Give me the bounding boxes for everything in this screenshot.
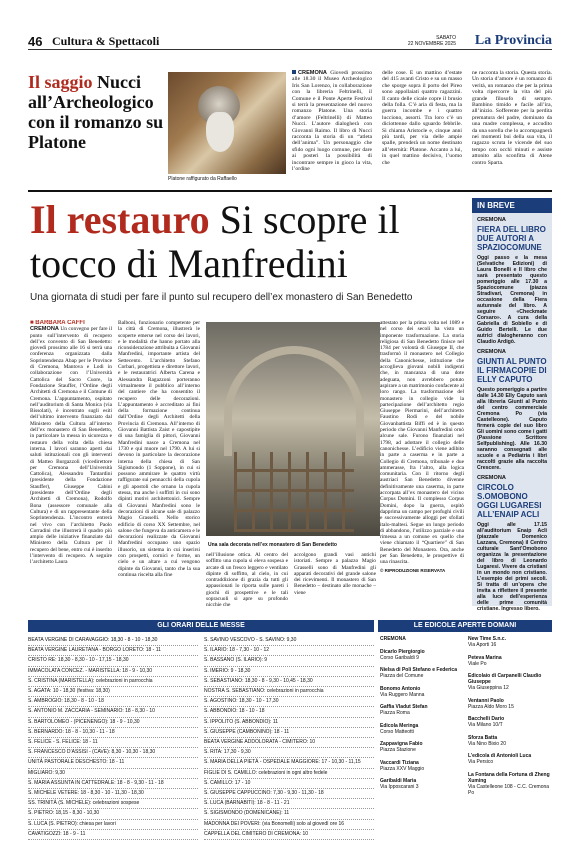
newsstand-name: Gaffia Vladut Stefan <box>380 704 428 710</box>
mass-time-row: S. RITA: 17,30 - 9,30 <box>204 748 374 758</box>
mass-times-list-left <box>28 636 198 840</box>
newsstand-name: New Time S.n.c. <box>468 636 506 642</box>
newsstand-item <box>468 655 552 667</box>
mass-time-row: S. BERNARDO: 18 - 8 - 10,30 - 11 - 18 <box>28 728 198 738</box>
newsstand-address: Via Persico <box>468 759 494 765</box>
newspaper-logo: La Provincia <box>474 33 552 48</box>
newsstand-address: Corso Garibaldi 9 <box>380 654 419 661</box>
mass-time-row: UNITÀ PASTORALE DESCHESTO: 18 - 11 <box>28 758 198 768</box>
in-breve-sidebar <box>472 198 552 612</box>
monastery-photo <box>206 322 380 536</box>
painted-arch-shape <box>224 346 364 456</box>
mass-time-row: S. IMERIO: 9 - 18,30 <box>204 667 374 677</box>
newsstand-address: Piazza del Comune <box>380 673 424 679</box>
newsstand-item <box>468 716 552 728</box>
mass-time-row: S. AGATA: 10 - 18,30 (festiva: 18,30) <box>28 687 198 697</box>
saggio-column-2: delle cose. È un mattino d’estate del 415 avanti Cristo e su un masso che sporge sopra il porto del Pireo sono appollaiati quattro ragazzini. Il canto delle cicale copre il brusio della folla. C’è aria di festa, ma la guerra incombe e i quattro lucciono, assorti. Tra loro c’è un diciottenne dallo sguardo febbrile. Si chiama Aristocle e, cinque anni più tardi, per via delle ampie spalle, prenderà un nome destinato all’eternità: Platone. Accanto a lui, in quel mattino decisivo, l’uomo che <box>382 70 462 166</box>
mass-time-row: S. GIUSEPPE CAPPUCCINO: 7,30 - 9,30 - 11,30 - 18 <box>204 789 374 799</box>
copyright-note: © RIPRODUZIONE RISERVATA <box>380 567 446 573</box>
newsstand-address: Via Giuseppina 12 <box>468 685 509 691</box>
main-subtitle: Una giornata di studi per fare il punto sul recupero dell’ex monastero di San Benedetto <box>30 292 413 303</box>
brief-text: Oggi passo e la mesa (Selvatiche Edizioni) di Laura Bonelli e Il libro che sarà presentato questo pomeriggio alle 17.30 a Spaziocomune (piazza Stradivari, Cremona) in occasione della Fiera autunnale del libro. A seguire «Checkmate Corsaro». A cura della Gabriella di Sobiello e di Guido Bertelli. Le due autrici dialogheranno con Claudio Ardigò. <box>477 255 547 345</box>
mass-time-row: S. MICHELE VETERE: 18 - 8,30 - 10 - 11,30 - 18,30 <box>28 789 198 799</box>
newsstand-item <box>468 772 552 796</box>
plato-beard-shape <box>206 112 234 152</box>
mass-time-row: S. IPPOLITO (S. ABBONDIO): 11 <box>204 718 374 728</box>
newsstands-list-left <box>380 636 464 797</box>
newsstand-name: Bacchelli Dario <box>468 716 505 722</box>
newsstand-name: Bonomo Antonio <box>380 685 421 692</box>
main-text-5a: attestato per la prima volta nel 1089 e nel corso dei secoli ha visto un imponente trasformazione. La storia religiosa di San Benedetto finisce nel 1784 per volontà di Giuseppe II, che trasformò il monastero nel Collegio della Canonichesse, istituzione che accoglieva giovani nobili indigenti che, in mancanza di una dote adeguata, non avrebbero potuto aspirare a un matrimonio confacente al loro rango. <box>380 320 464 396</box>
newsstand-name: La Fontana della Fortuna di Zheng Xuming <box>468 771 550 784</box>
newsstand-item <box>468 698 552 710</box>
newsstand-item <box>468 673 552 691</box>
main-text-1: Un convegno per fare il punto sull’intervento di recupero dell’ex convento di San Benedetto: giovedì prossimo alle 16 si terrà una conferenza organizzata dalla Soprintendenza Abap per le Province di Cremona, Mantova e Lodi in collaborazione con l’Università Cattolica del Sacro Cuore, la Fondazione Stauffer, l’Ordine degli Architetti di Cremona e il Comune di Cremona. L’appuntamento, ospitato nell’auditorium di Santa Monica (via Bissolati), è incentrato sugli esiti dell’ultimo intervento finanziato dal Ministero della Cultura all’interno dell’ex monastero di San Benedetto, in particolare la messa in sicurezza e restauro della volta della chiesa interna. I lavori saranno aperti dai saluti istituzionali con gli interventi di Matteo Burgazzoli (vicedirettore per Cremona dell’Università Cattolica), Alessandro Tantardini (presidente della Fondazione Stauffer), Giuseppe Cabini (presidente dell’Ordine degli Architetti di Cremona), Rodolfo Bona (assessore comunale alla Cultura) e di un rappresentante della Soprintendenza. L’incontro entrerà nel vivo con l’architetto Paolo Corradini che illustrerà il quadro più ampio delle iniziative finanziate dal Ministero della Cultura per il recupero del bene, entro cui è inserito l’intervento di recupero. A seguire l’architetto Laura <box>30 326 112 566</box>
newsstand-name: Dicarlo Piergiorgio <box>380 648 425 655</box>
in-breve-header: IN BREVE <box>472 198 552 213</box>
page-header <box>28 34 552 50</box>
mass-time-row: S. FRANCESCO D’ASSISI - (CAVE): 8,30 - 10,30 - 18,30 <box>28 748 198 758</box>
newsstand-item <box>380 686 464 698</box>
newsstand-item <box>380 667 464 679</box>
main-column-3: nell’illusione ottica. Al centro del soffitto una cupola si eleva sospesa e arcate di un fresco leggero e ventilato dipinte di soffitto, al cielo, in cui contraddizione di grazia da tutti gli appassionati lo riporta sulle pareti i giochi di prospettive e le tali sopracuoli si apre su profondo nicchie che <box>206 552 288 609</box>
mass-time-row: S. GIUSEPPE (CAMBONINO): 18 - 11 <box>204 728 374 738</box>
newsstand-address: Corso Matteotti <box>380 728 414 735</box>
mass-time-row: S. FELICE - S. FELICE: 18 - 11 <box>28 738 198 748</box>
mass-time-row: NOSTRA S. SEBASTIANO: celebrazioni in parrocchia <box>204 687 374 697</box>
main-column-5 <box>380 320 464 608</box>
newsstand-item <box>380 723 464 735</box>
mass-times-header: GLI ORARI DELLE MESSE <box>28 620 374 632</box>
main-location: CREMONA <box>30 326 59 333</box>
mass-time-row: MIGLIARO: 9,30 <box>28 769 198 779</box>
mass-time-row: S. ANTONIO M. ZACCARIA - SEMINARIO: 18 - 8,30 - 10 <box>28 707 198 717</box>
main-text-5b: La trasformazione del monastero in collegio vide la partecipazione dell’architetto regio Giuseppe Piermarini, dell’architetto Faustino Rodi e del nobile Giovanbattista Biffi ed è in questo periodo che Giovanni Manfredini ornò alcune sale. Furono finanziati nel 1798, ad adottare il collegio delle canonichesse. L’edificio viene adibito in parte a caserma e in parte a Collegio di Cremona, tribunale e due ammerasse, fra l’altro, alla logica comunitaria. Con il ritorno degli austriaci San Benedetto divenne definitivamente una caserma, in parte accorpata all’ex monastero del vicino Corpus Domini. Il complesso Corpus Domini, dopo la guerra, ospitò dapprima un campo per profughi civili e successivamente alloggi per sfollati italo-maltesi. Segue un lungo periodo di abbandono, l’utilizzo parziale e una rimessa a un comune ex quello che viene chiamato il “Quartiere” di San Benedetto del Monastero. Ora, anche per San Benedetto, le prospettive di una rinascita. <box>380 389 464 566</box>
newsstand-address: Viale Po <box>468 660 487 667</box>
author-icon: ■ <box>30 320 36 326</box>
mass-time-row: S. SEBASTIANO: 18,30 - 8 - 9,30 - 10,45 - 18,30 <box>204 677 374 687</box>
mass-time-row: S. AGOSTINO: 18,30 - 10 - 17,30 <box>204 697 374 707</box>
newsstand-name: Garibaldi Maria <box>380 778 417 784</box>
page-number: 46 <box>28 34 43 49</box>
brief-location: CREMONA <box>477 475 506 481</box>
newsstand-address: Via Milano 10/T <box>468 722 503 728</box>
newsstand-address: Via Ipposcarani 3 <box>380 784 419 790</box>
mass-time-row: S. PIETRO: 18,15 - 8,30 - 10,30 <box>28 809 198 819</box>
brief-location: CREMONA <box>477 217 506 223</box>
main-headline-kicker: Il restauro <box>30 197 210 242</box>
mass-time-row: S. SAVINO VESCOVO - S. SAVINO: 9,30 <box>204 636 374 646</box>
issue-date <box>408 35 456 47</box>
section-divider <box>28 190 552 192</box>
newsstand-address: Via Nino Bixio 20 <box>468 740 506 747</box>
saggio-column-3: ne racconta la storia. Questa storia. Un storia d’amore è un romanzo di verità, un romanzo che per la prima volta ripercorre la vita del più grande filosofo di sempre. Bambino timido e facile all’ira, all’inizio. Sofferente per la perdita prematura del padre, dominato da una madre complessa, e accudito da una sorella che lo accompagnerà nei momenti bui della sua vita, il ragazzo scruta le vicende del suo tempo con occhi minuti e assiste attonito alla sconfitta di Atene contro Sparta. <box>472 70 552 166</box>
brief-item <box>472 345 552 471</box>
newsstand-item <box>380 636 464 642</box>
newsstand-item <box>380 741 464 753</box>
newsstand-address: Piazza Aldo Moro 15 <box>468 703 514 710</box>
mass-time-row: IMMACOLATA CONCEZ. - MARISTELLA: 18 - 9 - 10,30 <box>28 667 198 677</box>
main-headline <box>30 198 470 286</box>
newsstand-name: Nielsa di Poli Stefano e Federica <box>380 667 457 673</box>
main-column-4: accolgono grandi vasi antichi istoriati. Sempre a palazzo Magio Grasselli sono di Manfredini gli apparati decorativi del grande salone dei ricevimenti. Il monastero di San Benedetto – destinato alle monache – viene <box>294 552 376 596</box>
article-author: BARBARA CAFFI <box>35 320 85 326</box>
mass-time-row: CAVATIGOZZI: 18 - 9 - 11 <box>28 830 198 840</box>
mass-time-row: CAPPELLA DEL CIMITERO DI CREMONA: 10 <box>204 830 374 840</box>
saggio-text-1: Giovedì prossimo alle 18.30 il Museo Archeologico Iris San Lorenzo, in collaborazione con la libreria Feltrinelli, il Comune e il Ponte Aperte Festival si terrà la presentazione del nuovo romanzo Platone. Una storia d’amore (Feltrinelli) di Matteo Nucci. L’autore dialogherà con Giovanni Raimo. Il libro di Nucci racconta la storia di un “atleta dell’anima”. Un personaggio che sfido ogni luogo comune, per dare ai posteri la possibilità di incontrare sempre in gioco la vita, l’ordine <box>292 70 372 173</box>
brief-title: GIUNTI AL PUNTO IL FIRMACOPIE DI ELLY CAPUTO <box>477 357 547 384</box>
mass-time-row: S. AMBROGIO: 18,30 - 8 - 10 - 18 <box>28 697 198 707</box>
mass-time-row: BEATA VERGINE DI CARAVAGGIO: 18,30 - 8 - 10 - 18,30 <box>28 636 198 646</box>
mass-time-row: S. LUCA (S. PIETRO): chiesa per lavori <box>28 820 198 830</box>
mass-time-row: SS. TRINITÀ (S. MICHELE): celebrazioni sospese <box>28 799 198 809</box>
listings-section <box>28 620 552 837</box>
plato-photo-caption: Platone raffigurato da Raffaello <box>168 176 237 182</box>
brief-text: Oggi alle 17.15 all’auditorium Enaip Acli (piazzale Domenico Lazzara, Cremona) il Centro culturale Sant’Omobono organizza la presentazione del libro di Leonardo Lugaresi. Vivere da cristiani in un mondo non cristiano. L’esempio dei primi secoli. Si tratta di un’opera che invita a riflettere il presente alla luce dell’esperienza delle prime comunità cristiane. Ingresso libero. <box>477 522 547 612</box>
newsstand-name: Ventanni Paolo <box>468 697 504 704</box>
mass-time-row: S. MARIA DELLA PIETÀ - OSPEDALE MAGGIORE: 17 - 10,30 - 11,15 <box>204 758 374 768</box>
mass-time-row: S. CAMILLO: 17 - 10 <box>204 779 374 789</box>
mass-time-row: BEATA VERGINE ADDOLORATA - CIMITERO: 10 <box>204 738 374 748</box>
main-headline-text: Si scopre il tocco di Manfredini <box>30 197 400 286</box>
newsstand-address: Piazza XXV Maggio <box>380 765 425 772</box>
newsstand-item <box>380 704 464 716</box>
brief-item <box>472 471 552 612</box>
saggio-title: Nucci all’Archeologico con il romanzo su Platone <box>28 72 164 152</box>
newsstand-item <box>468 636 552 648</box>
mass-time-row: S. BASSANO (S. ILARIO): 9 <box>204 656 374 666</box>
brief-location: CREMONA <box>477 349 506 355</box>
newsstand-name: Edicolaio di Carpanelli Claudio Giuseppe <box>468 673 542 685</box>
brief-item <box>472 213 552 345</box>
saggio-headline <box>28 72 166 152</box>
mass-time-row: S. ILARIO: 18 - 7,30 - 10 - 12 <box>204 646 374 656</box>
mass-time-row: S. LUCA (BARNABITI): 18 - 8 - 11 - 21 <box>204 799 374 809</box>
mass-times-list-right <box>204 636 374 840</box>
newsstand-name: Sforza Batta <box>468 734 498 741</box>
saggio-column-1 <box>292 70 372 182</box>
monastery-photo-caption: Una sala decorata nell’ex monastero di San Benedetto <box>208 542 337 548</box>
newsstand-address: Via Castelleone 108 - C.C. Cremona Po <box>468 783 550 796</box>
mass-time-row: S. CRISTINA (MARISTELLA): celebrazioni in parrocchia <box>28 677 198 687</box>
square-bullet-icon <box>292 70 296 74</box>
newsstand-item <box>468 753 552 765</box>
section-name: Cultura & Spettacoli <box>52 34 160 48</box>
mass-time-row: S. SIGISMONDO (DOMENICANE): 11 <box>204 809 374 819</box>
main-column-1 <box>30 320 112 608</box>
issue-day: SABATO <box>436 35 456 41</box>
saggio-kicker: Il saggio <box>28 72 93 92</box>
mass-time-row: FIGLIE DI S. CAMILLO: celebrazioni in ogni altro fedele <box>204 769 374 779</box>
plato-photo <box>168 72 286 174</box>
newsstand-name: Peteva Marina <box>468 654 502 661</box>
mass-time-row: S. BARTOLOMEO - (PICENENGO): 18 - 9 - 10,30 <box>28 718 198 728</box>
newsstand-address: Via Aporti 16 <box>468 642 497 648</box>
newsstand-name: Edicola Meringa <box>380 722 419 729</box>
newsstand-item <box>380 778 464 790</box>
scaffolding-shape <box>234 452 354 532</box>
newsstand-name: Zappavigna Fabio <box>380 741 423 747</box>
mass-time-row: BEATA VERGINE LAURETANA - BORGO LORETO: 18 - 11 <box>28 646 198 656</box>
newsstand-item <box>380 760 464 772</box>
mass-time-row: S. ABBONDIO: 18 - 10 - 18 <box>204 707 374 717</box>
newsstand-item <box>468 735 552 747</box>
newsstand-name: Vaccardi Tiziana <box>380 759 419 766</box>
newsstand-name: CREMONA <box>380 636 406 642</box>
brief-text: Questo pomeriggio a partire dalle 14.30 Elly Caputo sarà alla libreria Giunti al Punto del centro commerciale Cremona Po (via Castelleone). Caputo firmerà copie del suo libro Gli uomini sono come i gatti (Passione Scrittore Selfpublishing). Alle 16.30 saranno consegnati alle scuole e a Pediatria i libri raccolti grazie alla raccolta Crescere. <box>477 387 547 471</box>
newsstands-header: LE EDICOLE APERTE DOMANI <box>378 620 552 632</box>
mass-time-row: S. MARIA ASSUNTA IN CATTEDRALE: 18 - 8 - 9,30 - 11 - 18 <box>28 779 198 789</box>
newsstand-item <box>380 649 464 661</box>
newsstand-address: Piazza Roma <box>380 710 410 716</box>
mass-time-row: MADONNA DEI POVERI: (via Bonomelli) solo al giovedì ore 16 <box>204 820 374 830</box>
main-column-2: Balboni, funzionario competente per la città di Cremona, illustrerà le scoperte emerse nel corso dei lavori, e le modalità che hanno portato alla riconsiderazione attribuita a Giovanni Manfredini, importante artista del Settecento. L’architetto Stefano Corbari, progettista e direttore lavori, e le restauratrici Alberta Carena e Alessandra Ragazzoni porteranno virtualmente il pubblico all’interno del cantiere che ha consentito il recupero delle decorazioni. L’appuntamento è accreditato ai fini della formazione continua dall’Ordine degli Architetti della Provincia di Cremona. All’interno di Giovanni Battista Zaist e capostipite di una famiglia di pittori, Giovanni Manfredini nasce a Cremona nel 1730 e qui muore nel 1790. A lui si devono in particolare la decorazione interna della chiesa di San Sigismondo (1 Soppone), in cui si possono ammirare le quattro virtù raffigurate sui pennacchi della cupola e gli apostoli che ornano la cupola stessa, ma anche i soffitti in cui sono dipinti motivi architettonici. Sempre di Giovanni Manfredini sono le decorazioni di alcune sale di palazzo Magio Grasselli. Nello storico edificio di corso XX Settembre, nel salone che fungeva da anticamera e le decorazioni realizzate da Giovanni Manfredini occupano uno spazio illusorio, un sistema in cui inserirsi con prospetti, cornici e forme, un cielo e un altare a cui vengono dipinte da Giovanni, tanto che la sua continua riscelta alla fine <box>118 320 200 578</box>
brief-title: FIERA DEL LIBRO DUE AUTORI A SPAZIOCOMUNE <box>477 225 546 252</box>
newsstand-name: L’edicola di Antonioli Luca <box>468 753 532 759</box>
newsstand-address: Piazza Stazione <box>380 747 416 753</box>
newsstands-list-right <box>468 636 552 802</box>
mass-time-row: CRISTO RE: 18,30 - 8,30 - 10 - 17,15 - 18,30 <box>28 656 198 666</box>
brief-title: CIRCOLO S.OMOBONO OGGI LUGARESI ALL’ENAIP ACLI <box>477 483 542 519</box>
saggio-location: CREMONA <box>298 70 327 76</box>
issue-date-text: 22 NOVEMBRE 2025 <box>407 41 456 47</box>
newsstand-address: Via Ruggero Manna <box>380 691 425 698</box>
